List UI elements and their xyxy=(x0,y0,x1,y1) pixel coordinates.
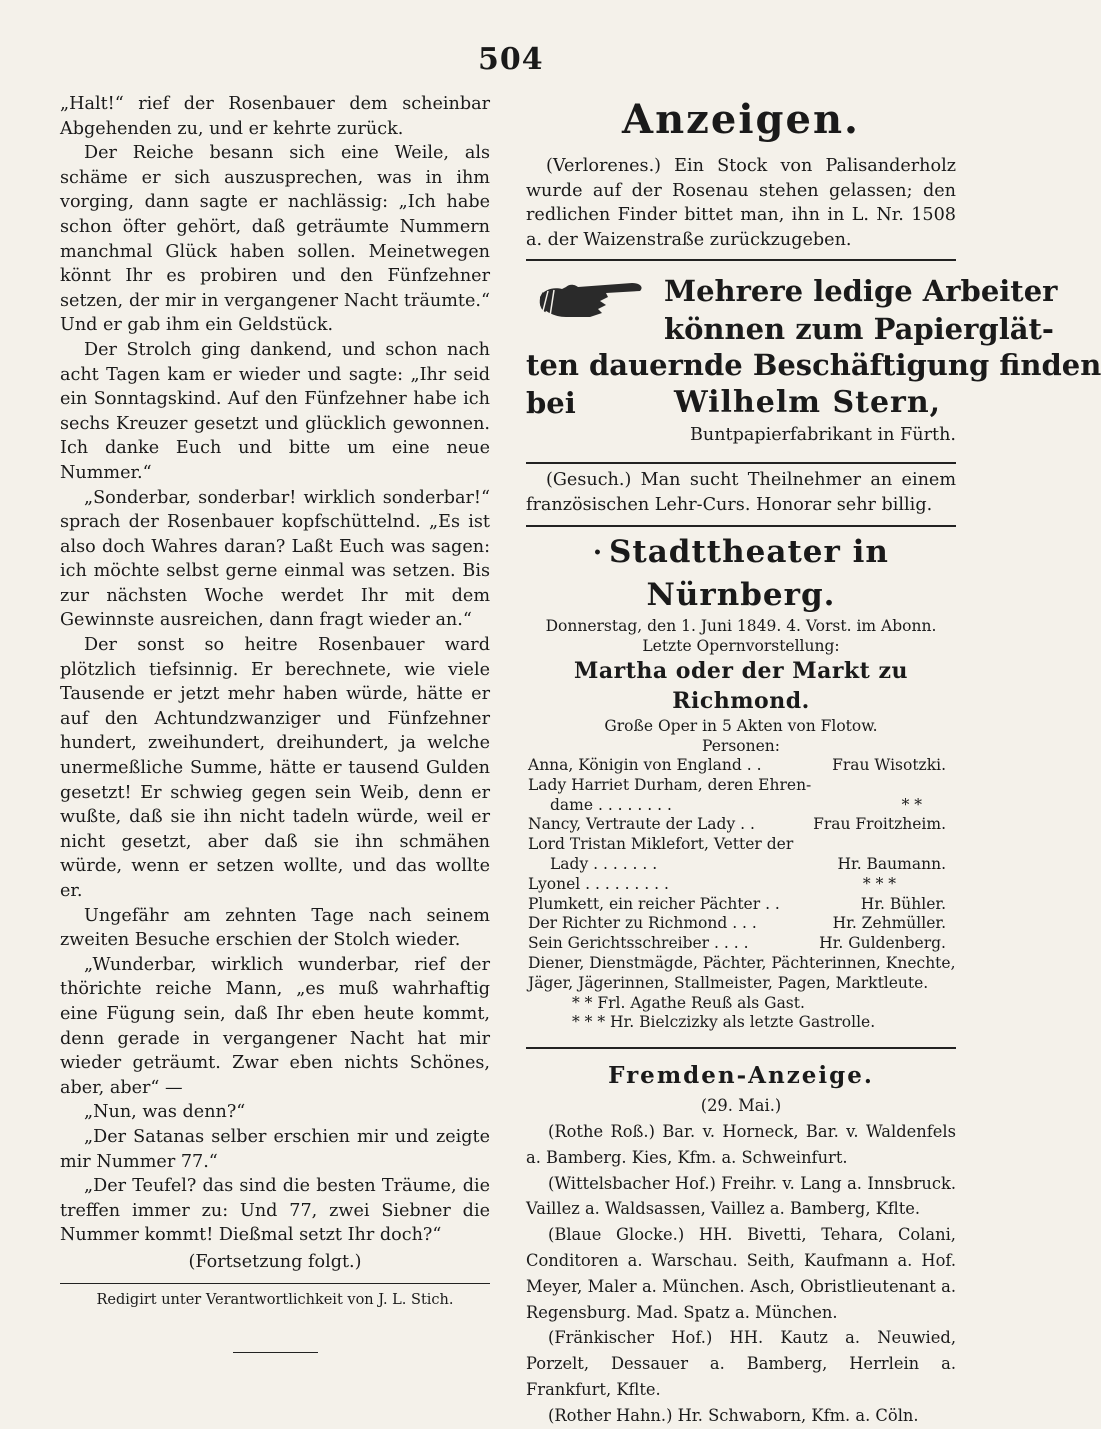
fremden-entry: (Rother Hahn.) Hr. Schwaborn, Kfm. a. Cöln. xyxy=(548,1405,919,1425)
cast-row xyxy=(528,875,956,895)
divider xyxy=(526,462,956,464)
cast-row xyxy=(528,776,956,796)
cast-role: Der Richter zu Richmond . . . xyxy=(528,914,757,933)
theater-personen: Personen: xyxy=(702,737,780,756)
left-column-story xyxy=(60,92,490,1353)
cast-role: Lady Harriet Durham, deren Ehren- xyxy=(528,775,812,794)
theater-letzte: Letzte Opernvorstellung: xyxy=(642,637,840,656)
story-paragraph: „Der Teufel? das sind die besten Träume, die treffen immer zu: Und 77, zwei Siebner die Nummer kommt! Dießmal setzt Ihr doch?“ xyxy=(60,1176,490,1246)
cast-role: Anna, Königin von England . . xyxy=(528,756,762,775)
cast-row xyxy=(528,815,956,835)
story-paragraph: „Nun, was denn?“ xyxy=(84,1102,246,1123)
cast-actor: Hr. Baumann. xyxy=(837,855,946,874)
fremden-entry: (Wittelsbacher Hof.) Freihr. v. Lang a. Innsbruck. Vaillez a. Waldsassen, Vaillez a. Bamberg, Kflte. xyxy=(526,1173,956,1219)
ad-arbeiter-line: können zum Papierglät- xyxy=(664,312,1054,347)
cast-row xyxy=(528,855,956,875)
story-paragraph: „Halt!“ rief der Rosenbauer dem scheinbar Abgehenden zu, und er kehrte zurück. xyxy=(60,94,490,139)
fortsetzung-note: (Fortsetzung folgt.) xyxy=(188,1251,362,1272)
story-paragraph: „Wunderbar, wirklich wunderbar, rief der thörichte reiche Mann, „es muß wahrhaftig eine Fügung sein, daß Ihr eben heute kommt, denn gerade in vergangener Nacht hat mir wieder geträumt. Zwar eben nichts Schönes, aber, aber“ — xyxy=(60,954,490,1098)
ad-arbeiter-line: bei xyxy=(526,386,576,421)
theater-oper: Große Oper in 5 Akten von Flotow. xyxy=(604,717,878,736)
end-divider xyxy=(233,1352,318,1353)
fremden-title: Fremden-Anzeige. xyxy=(608,1062,874,1090)
divider xyxy=(526,1047,956,1049)
cast-role: Lord Tristan Miklefort, Vetter der xyxy=(528,835,794,854)
bullet: • xyxy=(593,545,603,562)
cast-row xyxy=(528,835,956,855)
ad-arbeiter-line: Buntpapierfabrikant in Fürth. xyxy=(689,425,956,446)
fremden-date: (29. Mai.) xyxy=(700,1096,782,1116)
cast-actor: Hr. Guldenberg. xyxy=(819,934,946,953)
cast-actor: * * * xyxy=(862,874,896,893)
anzeigen-title: Anzeigen. xyxy=(622,96,860,143)
cast-actor: Hr. Bühler. xyxy=(860,894,946,913)
cast-role: Lyonel . . . . . . . . . xyxy=(528,874,669,893)
story-paragraph: Der Reiche besann sich eine Weile, als schäme er sich auszusprechen, was in ihm vorging, dann sagte er nachlässig: „Ich habe schon öfter gehört, daß geträumte Nummern manchmal Glück haben sollen. Meinetwegen könnt Ihr es probiren und den Fünfzehner setzen, der mir in vergangener Nacht träumte.“ Und er gab ihm ein Geldstück. xyxy=(60,143,490,336)
cast-role: Nancy, Vertraute der Lady . . xyxy=(528,815,755,834)
ad-verlorenes: (Verlorenes.) Ein Stock von Palisanderholz wurde auf der Rosenau stehen gelassen; den redlichen Finder bittet man, ihn in L. Nr. 1508 a. der Waizenstraße zurückzugeben. xyxy=(526,156,956,250)
cast-role: dame . . . . . . . . xyxy=(550,795,672,814)
cast-row xyxy=(528,934,956,954)
ad-gesuch: (Gesuch.) Man sucht Theilnehmer an einem französischen Lehr-Curs. Honorar sehr billig. xyxy=(526,470,956,515)
cast-ensemble: Diener, Dienstmägde, Pächter, Pächterinnen, Knechte, Jäger, Jägerinnen, Stallmeister, Pagen, Marktleute. xyxy=(528,954,956,992)
ad-arbeiter-name: Wilhelm Stern, xyxy=(674,385,942,421)
fremden-list xyxy=(526,1093,956,1428)
cast-actor: * * xyxy=(901,795,922,814)
cast-actor xyxy=(946,776,956,796)
divider xyxy=(526,259,956,261)
theater-date: Donnerstag, den 1. Juni 1849. 4. Vorst. im Abonn. xyxy=(545,617,937,636)
cast-row xyxy=(528,756,956,776)
story-paragraph: Der Strolch ging dankend, und schon nach acht Tagen kam er wieder und sagte: „Ihr seid ein Sonntagskind. Auf den Fünfzehner habe ich sechs Kreuzer gesetzt und glücklich gewonnen. Ich danke Euch und bitte um eine neue Nummer.“ xyxy=(60,339,490,483)
cast-role: Plumkett, ein reicher Pächter . . xyxy=(528,894,780,913)
fremden-entry: (Fränkischer Hof.) HH. Kautz a. Neuwied, Porzelt, Dessauer a. Bamberg, Herrlein a. Frankfurt, Kflte. xyxy=(526,1328,956,1399)
story-paragraph: Der sonst so heitre Rosenbauer ward plötzlich tiefsinnig. Er berechnete, wie viele Tausende er jetzt mehr haben würde, hätte er auf den Achtundzwanziger und Fünfzehner hundert, zweihundert, dreihundert, ja welche unermeßliche Summe, hätte er tausend Gulden gesetzt! Er schwieg gegen sein Weib, denn er wußte, daß sie ihn nicht tadeln würde, weil er nicht gesetzt, aber daß sie ihn schmähen würde, wenn er setzen wollte, und das wollte er. xyxy=(60,635,490,901)
cast-role: Lady . . . . . . . xyxy=(550,855,658,874)
ad-arbeiter xyxy=(526,265,1101,455)
pointing-hand-icon xyxy=(536,275,654,325)
cast-actor xyxy=(946,835,956,855)
cast-row xyxy=(528,796,956,816)
editor-credit: Redigirt unter Verantwortlichkeit von J. L. Stich. xyxy=(96,1291,454,1308)
story-paragraph: „Der Satanas selber erschien mir und zeigte mir Nummer 77.“ xyxy=(60,1126,490,1172)
story-paragraph: Ungefähr am zehnten Tage nach seinem zweiten Besuche erschien der Stolch wieder. xyxy=(60,905,490,951)
page-number: 504 xyxy=(478,42,544,77)
cast-row xyxy=(528,895,956,915)
cast-row xyxy=(528,914,956,934)
ad-arbeiter-line: ten dauernde Beschäftigung finden xyxy=(526,348,1101,383)
cast-role: Sein Gerichtsschreiber . . . . xyxy=(528,934,749,953)
theater-title xyxy=(526,531,956,617)
cast-note: * * * Hr. Bielczizky als letzte Gastrolle. xyxy=(572,1013,876,1032)
fremden-entry: (Rothe Roß.) Bar. v. Horneck, Bar. v. Waldenfels a. Bamberg. Kies, Kfm. a. Schweinfurt. xyxy=(526,1122,956,1167)
cast-actor: Hr. Zehmüller. xyxy=(832,914,946,933)
fremden-entry: (Blaue Glocke.) HH. Bivetti, Tehara, Colani, Conditoren a. Warschau. Seith, Kaufmann a. Hof. Meyer, Maler a. München. Asch, Obristlieutenant a. Regensburg. Mad. Spatz a. München. xyxy=(526,1225,956,1322)
theater-title-text: Stadttheater in Nürnberg. xyxy=(609,533,889,614)
divider xyxy=(526,525,956,527)
cast-note: * * Frl. Agathe Reuß als Gast. xyxy=(572,993,805,1012)
ad-arbeiter-line: Mehrere ledige Arbeiter xyxy=(664,274,1058,309)
cast-actor: Frau Froitzheim. xyxy=(813,815,946,834)
cast-actor: Frau Wisotzki. xyxy=(832,756,946,775)
cast-list xyxy=(526,756,956,1033)
story-paragraph: „Sonderbar, sonderbar! wirklich sonderbar!“ sprach der Rosenbauer kopfschüttelnd. „Es ist also doch Wahres daran? Laßt Euch was sagen: ich möchte selbst gerne einmal was setzen. Bis zur nächsten Woche werdet Ihr mit dem Gewinnste ausreichen, dann fragt wieder an.“ xyxy=(60,487,490,631)
theater-work: Martha oder der Markt zu Richmond. xyxy=(574,658,908,715)
divider xyxy=(60,1283,490,1284)
right-column-ads xyxy=(526,92,1101,1429)
